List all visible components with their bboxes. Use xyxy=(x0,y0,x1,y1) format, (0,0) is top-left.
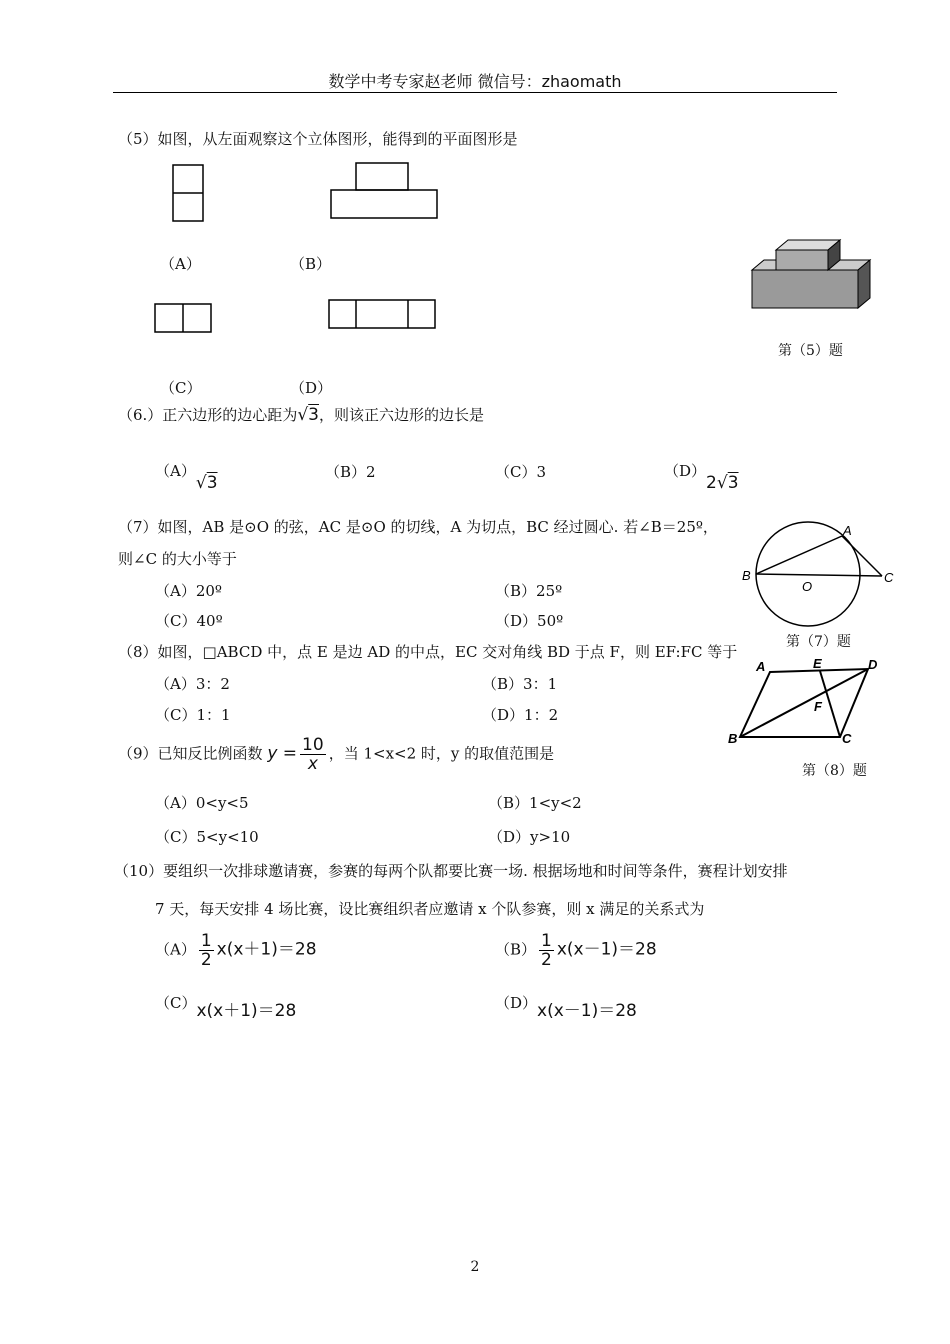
q9-fraction: $\frac{10}{x}$ xyxy=(302,735,324,774)
q5-option-d-figure xyxy=(326,297,438,331)
q10-option-b: （B） $\frac{1}{2}$ x(x－1)＝28 xyxy=(495,931,657,970)
q6-stem-text-b: ，则该正六边形的边长是 xyxy=(319,406,485,424)
q8-caption: 第（8）题 xyxy=(802,763,867,779)
q8-label-b: B xyxy=(728,731,738,746)
q7-option-b: （B）25º xyxy=(495,582,563,600)
page-header: 数学中考专家赵老师 微信号：zhaomath xyxy=(328,72,622,91)
q7-label-b: B xyxy=(742,568,751,583)
page-number: 2 xyxy=(470,1259,480,1275)
q8-label-e: E xyxy=(813,656,822,671)
q5-option-b-figure xyxy=(328,160,440,222)
q5-solid-figure xyxy=(748,236,876,312)
q5-caption: 第（5）题 xyxy=(778,343,843,359)
q7-label-a: A xyxy=(843,523,852,538)
q10-option-d: （D）x(x－1)＝28 xyxy=(495,994,637,1021)
q9-function-lhs: y = xyxy=(267,743,298,764)
q8-label-d: D xyxy=(868,657,878,672)
q5-option-c: （C） xyxy=(160,379,202,397)
q8-parallelogram-figure xyxy=(726,655,886,747)
q7-option-d: （D）50º xyxy=(495,612,564,630)
q7-stem-line2: 则∠C 的大小等于 xyxy=(118,550,237,568)
q5-stem: （5）如图，从左面观察这个立体图形，能得到的平面图形是 xyxy=(118,130,518,148)
q6-option-d: （D）2√3 xyxy=(664,462,739,493)
q10-stem-line2: 7 天，每天安排 4 场比赛，设比赛组织者应邀请 x 个队参赛，则 x 满足的关系式为 xyxy=(155,900,705,918)
q6-option-c: （C）3 xyxy=(495,463,547,481)
q9-option-a: （A）0<y<5 xyxy=(155,794,249,812)
q8-label-a: A xyxy=(756,659,766,674)
q5-option-c-figure xyxy=(152,302,214,334)
q9-option-b: （B）1<y<2 xyxy=(488,794,582,812)
q7-option-c: （C）40º xyxy=(155,612,223,630)
q7-option-a: （A）20º xyxy=(155,582,222,600)
q8-label-f: F xyxy=(814,699,822,714)
q6-stem-text-a: （6.）正六边形的边心距为 xyxy=(118,406,298,424)
q9-option-c: （C）5<y<10 xyxy=(155,828,259,846)
q8-option-d: （D）1：2 xyxy=(482,706,559,724)
q7-label-c: C xyxy=(884,570,894,585)
q6-option-a: （A）√3 xyxy=(155,462,218,493)
q8-option-c: （C）1：1 xyxy=(155,706,231,724)
q5-option-a: （A） xyxy=(160,255,201,273)
q7-label-o: O xyxy=(802,579,813,594)
q8-option-b: （B）3：1 xyxy=(482,675,558,693)
q10-option-c: （C）x(x＋1)＝28 xyxy=(155,994,297,1021)
q9-stem xyxy=(118,736,554,773)
header-rule xyxy=(113,92,837,93)
q9-option-d: （D）y>10 xyxy=(488,828,571,846)
q7-caption: 第（7）题 xyxy=(786,634,851,650)
q6-stem-radical: √3 xyxy=(297,405,319,425)
q10-option-a: （A） $\frac{1}{2}$ x(x＋1)＝28 xyxy=(155,931,317,970)
q8-stem: （8）如图，□ABCD 中，点 E 是边 AD 的中点，EC 交对角线 BD 于点 F，则 EF:FC 等于 xyxy=(118,643,738,661)
q5-option-d: （D） xyxy=(290,379,333,397)
q8-label-c: C xyxy=(842,731,852,746)
q5-option-a-figure xyxy=(170,162,206,222)
q6-option-b: （B）2 xyxy=(325,463,376,481)
q7-stem-line1: （7）如图，AB 是⊙O 的弦，AC 是⊙O 的切线，A 为切点，BC 经过圆心. 若∠B＝25º， xyxy=(118,518,718,536)
q9-stem-text-a: （9）已知反比例函数 xyxy=(118,744,263,763)
q6-stem xyxy=(118,404,484,425)
q8-option-a: （A）3：2 xyxy=(155,675,230,693)
q5-option-b: （B） xyxy=(290,255,332,273)
q9-stem-text-b: ，当 1<x<2 时，y 的取值范围是 xyxy=(328,744,555,763)
q10-stem-line1: （10）要组织一次排球邀请赛，参赛的每两个队都要比赛一场. 根据场地和时间等条件，赛程计划安排 xyxy=(114,862,788,880)
q7-circle-figure xyxy=(740,520,900,632)
